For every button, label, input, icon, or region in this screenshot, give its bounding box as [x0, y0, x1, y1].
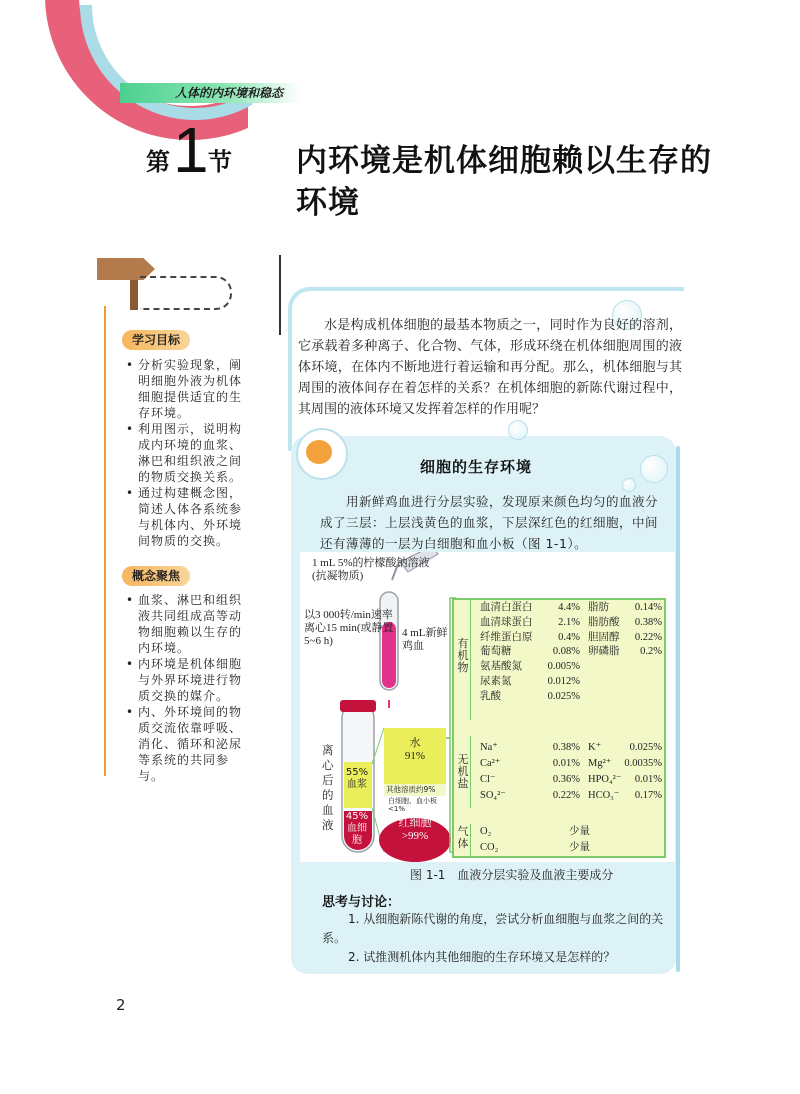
table-row: 葡萄糖 0.08% 卵磷脂 0.2% — [480, 646, 662, 658]
table-row: 血清球蛋白 2.1% 脂肪酸 0.38% — [480, 616, 662, 628]
goals-list — [124, 357, 254, 549]
discussion-question-2: 2. 试推测机体内其他细胞的生存环境又是怎样的？ — [348, 950, 616, 964]
plasma-label: 55%血浆 — [345, 767, 369, 790]
sidebar-dashed-decoration — [140, 276, 232, 310]
intro-paragraph: 水是构成机体细胞的最基本物质之一，同时作为良好的溶剂，它承载着多种离子、化合物、气体，形成环绕在机体细胞周围的液体环境，在体内不断地进行着运输和再分配。那么，机体细胞与其周围的液体间存在着怎样的关系？在机体细胞的新陈代谢过程中，其周围的液体环境又发挥着怎样的作用呢？ — [298, 318, 682, 417]
section-label-post: 节 — [208, 148, 232, 176]
goal-item: • 分析实验现象，阐明细胞外液为机体细胞提供适宜的生存环境。 — [124, 357, 254, 421]
sidebar-orange-line — [104, 306, 106, 776]
dropper-label: 1 mL 5%的柠檬酸钠溶液(抗凝物质) — [312, 557, 430, 582]
activity-panel-edge — [676, 446, 680, 972]
table-row: SO₄²⁻ 0.22% HCO₃⁻ 0.17% — [480, 790, 662, 801]
table-row: 纤维蛋白原 0.4% 胆固醇 0.22% — [480, 631, 662, 643]
table-row: Cl⁻ 0.36% HPO₄²⁻ 0.01% — [480, 774, 662, 785]
focus-label: 概念聚焦 — [122, 566, 190, 586]
table-row: 乳酸 0.025% — [480, 690, 580, 702]
discussion-title: 思考与讨论： — [322, 895, 401, 910]
table-row: 血清白蛋白 4.4% 脂肪 0.14% — [480, 602, 662, 613]
focus-item: • 血浆、淋巴和组织液共同组成高等动物细胞赖以生存的内环境。 — [124, 592, 254, 656]
section-label-pre: 第 — [146, 148, 170, 176]
chapter-title: 人体的内环境和稳态 — [175, 86, 284, 100]
activity-title: 细胞的生存环境 — [420, 458, 533, 476]
water-label: 水91% — [404, 737, 426, 762]
goals-label: 学习目标 — [122, 330, 190, 350]
goal-item: • 通过构建概念图，简述人体各系统参与机体内、外环境间物质的交换。 — [124, 485, 254, 549]
goal-item: • 利用图示，说明构成内环境的血浆、淋巴和组织液之间的物质交换关系。 — [124, 421, 254, 485]
focus-item: • 内、外环境间的物质交流依靠呼吸、消化、循环和泌尿等系统的共同参与。 — [124, 704, 254, 784]
centrifuge-label: 以3 000转/min速率离心15 min(或静置5~6 h) — [304, 609, 394, 647]
organic-rows — [480, 601, 664, 705]
group-label-organic: 有机物 — [457, 638, 469, 674]
group-label-inorganic: 无机盐 — [457, 754, 469, 790]
table-row: Ca²⁺ 0.01% Mg²⁺ 0.0035% — [480, 758, 662, 769]
page-number: 2 — [116, 996, 126, 1014]
bubble-decoration — [508, 420, 528, 440]
table-row: 尿素氮 0.012% — [480, 675, 580, 687]
divider-line — [279, 255, 281, 335]
table-row: Na⁺ 0.38% K⁺ 0.025% — [480, 742, 662, 753]
rbc-label: 红细胞>99% — [398, 817, 432, 842]
wbc-platelet-label: 白细胞、血小板<1% — [388, 797, 437, 813]
discussion-question-1: 1. 从细胞新陈代谢的角度，尝试分析血细胞与血浆之间的关系。 — [322, 912, 664, 945]
bubble-decoration — [640, 455, 668, 483]
table-row: CO₂ 少量 — [480, 842, 590, 853]
goldfish-icon — [306, 440, 332, 464]
gas-rows — [480, 824, 664, 856]
tube-cap — [340, 700, 376, 712]
centrifuged-blood-label: 离心后的血液 — [322, 743, 334, 832]
blood-cells-label: 45%血细胞 — [345, 811, 369, 846]
bubble-decoration — [622, 478, 636, 492]
inorganic-rows — [480, 740, 664, 804]
table-row: 氨基酸氮 0.005% — [480, 661, 580, 673]
fresh-blood-label: 4 mL新鲜鸡血 — [402, 627, 448, 652]
focus-list — [124, 592, 254, 784]
focus-item: • 内环境是机体细胞与外界环境进行物质交换的媒介。 — [124, 656, 254, 704]
section-number: 1 — [173, 114, 209, 186]
table-row: O₂ 少量 — [480, 826, 590, 837]
section-title: 内环境是机体细胞赖以生存的环境 — [296, 143, 712, 221]
figure-caption: 图 1-1 血液分层实验及血液主要成分 — [410, 868, 614, 882]
activity-paragraph: 用新鲜鸡血进行分层实验，发现原来颜色均匀的血液分成了三层：上层浅黄色的血浆，下层深红色的红细胞，中间还有薄薄的一层为白细胞和血小板（图 1-1）。 — [320, 494, 659, 551]
group-label-gas: 气体 — [457, 826, 469, 850]
other-solutes-label: 其他溶质约9% — [386, 785, 436, 794]
